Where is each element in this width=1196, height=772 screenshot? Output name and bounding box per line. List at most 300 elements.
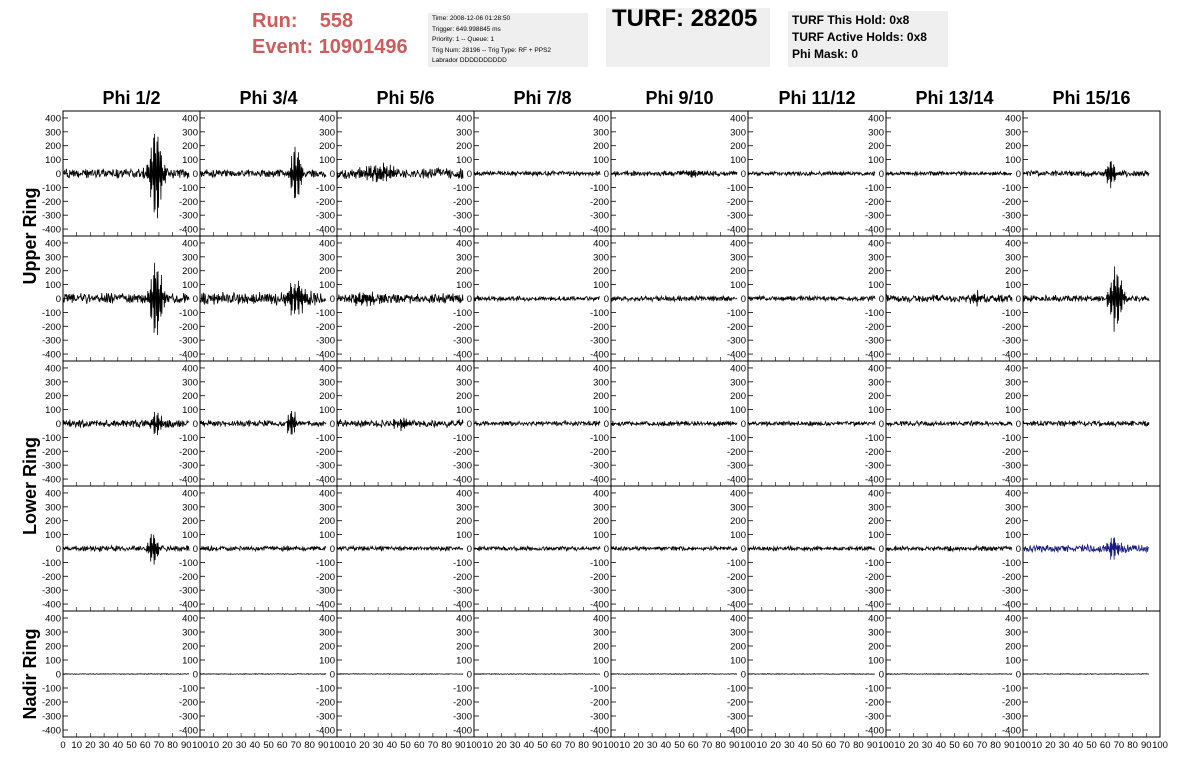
ytick-label-r3-c5: 100 [730, 530, 746, 542]
ytick-label-r2-c6: -300 [864, 460, 884, 472]
xtick-label-c4: 50 [537, 740, 548, 751]
ring-label-2: Lower Ring [20, 437, 40, 535]
ytick-label-r1-c2: 300 [319, 252, 335, 264]
ytick-label-r3-c3: 200 [456, 516, 472, 528]
ytick-label-r1-c2: 0 [329, 294, 335, 305]
ytick-label-r4-c0: 300 [45, 627, 61, 639]
xtick-label-c4: 60 [550, 740, 562, 751]
ytick-label-r2-c2: 0 [329, 419, 335, 430]
ytick-label-r2-c7: 400 [1005, 363, 1021, 375]
ytick-label-r1-c4: 0 [603, 294, 609, 305]
ytick-label-r3-c6: 300 [868, 502, 884, 514]
ytick-label-r2-c7: -400 [1001, 474, 1021, 486]
ytick-label-r4-c5: -200 [726, 697, 746, 709]
ytick-label-r0-c5: -300 [726, 210, 746, 222]
waveform-r2-c4 [611, 421, 737, 426]
ytick-label-r3-c2: 0 [329, 544, 335, 555]
ytick-label-r2-c0: -300 [41, 460, 61, 472]
ytick-label-r4-c5: 400 [730, 613, 746, 625]
xtick-label-c6: 70 [839, 740, 850, 751]
ytick-label-r3-c4: 100 [593, 530, 609, 542]
ytick-label-r2-c7: -300 [1001, 460, 1021, 472]
ytick-label-r0-c5: 0 [740, 169, 746, 180]
ytick-label-r4-c4: 200 [593, 641, 609, 653]
ytick-label-r3-c7: 0 [1015, 544, 1021, 555]
ytick-label-r1-c1: 400 [182, 238, 198, 250]
ytick-label-r3-c2: 200 [319, 516, 335, 528]
xtick-label-c3: 30 [372, 740, 384, 751]
ytick-label-r2-c1: 200 [182, 391, 198, 403]
ytick-label-r1-c0: 0 [55, 294, 61, 305]
ytick-label-r2-c3: 100 [456, 405, 472, 417]
ytick-label-r4-c1: -100 [178, 683, 198, 695]
ytick-label-r1-c3: -400 [452, 349, 472, 361]
waveform-r3-c3 [474, 546, 600, 550]
waveform-r0-c0 [63, 134, 189, 219]
ytick-label-r1-c5: -400 [726, 349, 746, 361]
ytick-label-r1-c3: -300 [452, 335, 472, 347]
turf-this-hold: TURF This Hold: 0x8 [792, 13, 910, 27]
waveform-r0-c4 [611, 170, 737, 178]
ytick-label-r2-c7: 300 [1005, 377, 1021, 389]
ytick-label-r1-c7: 0 [1015, 294, 1021, 305]
ytick-label-r4-c6: 100 [868, 655, 884, 667]
ytick-label-r0-c5: 400 [730, 113, 746, 125]
ytick-label-r3-c3: 300 [456, 502, 472, 514]
ytick-label-r0-c1: -200 [178, 196, 198, 208]
xtick-label-c1: 30 [98, 740, 110, 751]
xtick-label-c6: 80 [853, 740, 864, 751]
ytick-label-r3-c7: 100 [1005, 530, 1021, 542]
xtick-label-c6: 50 [811, 740, 823, 751]
ytick-label-r2-c1: 0 [192, 419, 198, 430]
ring-label-1: Upper Ring [20, 187, 40, 285]
ytick-label-r1-c2: -200 [315, 321, 335, 333]
ytick-label-r2-c3: 0 [466, 419, 472, 430]
ytick-label-r0-c1: -300 [178, 210, 198, 222]
ytick-label-r1-c1: -200 [178, 321, 198, 333]
ytick-label-r2-c1: 300 [182, 377, 198, 389]
xtick-label-c3: 60 [413, 740, 425, 751]
ytick-label-r1-c6: -400 [864, 349, 884, 361]
ytick-label-r3-c7: -100 [1001, 557, 1021, 569]
ytick-label-r2-c2: -100 [315, 432, 335, 444]
ytick-label-r2-c6: -400 [864, 474, 884, 486]
waveform-r1-c5 [748, 296, 875, 301]
ytick-label-r4-c0: -100 [41, 683, 61, 695]
ytick-label-r2-c6: -100 [864, 432, 884, 444]
ytick-label-r2-c5: 0 [740, 419, 746, 430]
info-time: Time: 2008-12-06 01:28:50 [432, 15, 511, 22]
ytick-label-r2-c5: -200 [726, 446, 746, 458]
ytick-label-r1-c7: -400 [1001, 349, 1021, 361]
ytick-label-r3-c4: 300 [593, 502, 609, 514]
ytick-label-r3-c1: -300 [178, 585, 198, 597]
ytick-label-r0-c6: 0 [878, 169, 884, 180]
ytick-label-r4-c2: 300 [319, 627, 335, 639]
ytick-label-r4-c3: 200 [456, 641, 472, 653]
ytick-label-r3-c5: -300 [726, 585, 746, 597]
ytick-label-r4-c4: 100 [593, 655, 609, 667]
waveform-r1-c6 [886, 290, 1012, 306]
ytick-label-r1-c4: -100 [589, 307, 609, 319]
ytick-label-r3-c2: -200 [315, 571, 335, 583]
ytick-label-r2-c6: 400 [868, 363, 884, 375]
column-header-1: Phi 1/2 [102, 88, 161, 108]
info-trigger: Trigger: 649.998845 ms [432, 25, 501, 33]
ytick-label-r4-c3: -400 [452, 725, 472, 737]
ytick-label-r4-c3: 300 [456, 627, 472, 639]
ytick-label-r0-c3: -300 [452, 210, 472, 222]
ytick-label-r3-c1: 100 [182, 530, 198, 542]
ytick-label-r2-c4: -200 [589, 446, 609, 458]
ytick-label-r1-c7: 100 [1005, 280, 1021, 292]
xtick-label-c3: 80 [441, 740, 452, 751]
ytick-label-r0-c7: 100 [1005, 155, 1021, 167]
ytick-label-r2-c5: 200 [730, 391, 746, 403]
ytick-label-r2-c0: 300 [45, 377, 61, 389]
column-header-8: Phi 15/16 [1052, 88, 1131, 108]
ytick-label-r1-c5: -200 [726, 321, 746, 333]
waveform-r0-c5 [748, 171, 875, 175]
ytick-label-r0-c4: 300 [593, 127, 609, 139]
ytick-label-r0-c5: -200 [726, 196, 746, 208]
waveform-r3-c6 [886, 546, 1012, 551]
ytick-label-r2-c5: -400 [726, 474, 746, 486]
xtick-label-c8: 90 [1141, 740, 1152, 751]
ytick-label-r1-c3: 200 [456, 266, 472, 278]
ytick-label-r1-c0: 400 [45, 238, 61, 250]
xtick-label-c7: 20 [908, 740, 919, 751]
xtick-label-c8: 10 [1031, 740, 1042, 751]
ytick-label-r3-c3: 400 [456, 488, 472, 500]
ytick-label-r3-c3: -400 [452, 599, 472, 611]
ytick-label-r2-c3: -100 [452, 432, 472, 444]
ytick-label-r2-c3: 300 [456, 377, 472, 389]
event-value: 10901496 [318, 36, 408, 58]
ytick-label-r4-c2: -400 [315, 725, 335, 737]
ytick-label-r4-c7: -300 [1001, 711, 1021, 723]
ytick-label-r0-c7: 300 [1005, 127, 1021, 139]
ytick-label-r3-c2: -300 [315, 585, 335, 597]
ytick-label-r3-c0: 100 [45, 530, 61, 542]
ytick-label-r4-c1: 300 [182, 627, 198, 639]
ytick-label-r4-c4: 0 [603, 669, 609, 681]
xtick-label-c8: 100 [1152, 740, 1168, 751]
ytick-label-r4-c4: 300 [593, 627, 609, 639]
ytick-label-r0-c3: 400 [456, 113, 472, 125]
ytick-label-r0-c4: -300 [589, 210, 609, 222]
ytick-label-r2-c5: 100 [730, 405, 746, 417]
ytick-label-r1-c3: -100 [452, 307, 472, 319]
ytick-label-r3-c7: 300 [1005, 502, 1021, 514]
ytick-label-r3-c4: -400 [589, 599, 609, 611]
ytick-label-r1-c2: -400 [315, 349, 335, 361]
ytick-label-r3-c6: -400 [864, 599, 884, 611]
xtick-label-c6: 90 [866, 740, 878, 751]
ytick-label-r3-c3: 0 [466, 544, 472, 555]
ytick-label-r1-c7: 200 [1005, 266, 1021, 278]
ytick-label-r0-c6: 400 [868, 113, 884, 125]
ytick-label-r2-c4: 200 [593, 391, 609, 403]
xtick-label-c7: 30 [921, 740, 933, 751]
ytick-label-r0-c7: 400 [1005, 113, 1021, 125]
ytick-label-r4-c6: 300 [868, 627, 884, 639]
ytick-label-r1-c1: -400 [178, 349, 198, 361]
ytick-label-r4-c3: -300 [452, 711, 472, 723]
xtick-label-c5: 100 [740, 740, 756, 751]
info-labrador: Labrador DDDDDDDDDD [432, 57, 507, 64]
ytick-label-r2-c7: 100 [1005, 405, 1021, 417]
waveform-r1-c0 [63, 263, 189, 335]
xtick-label-c6: 60 [825, 740, 837, 751]
ytick-label-r1-c5: 200 [730, 266, 746, 278]
ytick-label-r4-c1: 0 [192, 669, 198, 681]
ytick-label-r2-c0: -100 [41, 432, 61, 444]
ytick-label-r0-c1: 0 [192, 169, 198, 180]
ytick-label-r0-c1: 400 [182, 113, 198, 125]
xtick-label-c5: 60 [687, 740, 699, 751]
ytick-label-r0-c2: 0 [329, 169, 335, 180]
ytick-label-r3-c1: 300 [182, 502, 198, 514]
waveform-r4-c1 [200, 674, 326, 675]
ytick-label-r3-c6: 100 [868, 530, 884, 542]
waveform-r2-c5 [748, 421, 875, 426]
ytick-label-r3-c0: -200 [41, 571, 61, 583]
ytick-label-r3-c4: 200 [593, 516, 609, 528]
waveform-r2-c7 [1023, 421, 1149, 427]
column-header-6: Phi 11/12 [778, 88, 856, 108]
ytick-label-r3-c6: 400 [868, 488, 884, 500]
ytick-label-r0-c2: 100 [319, 155, 335, 167]
ytick-label-r1-c1: -300 [178, 335, 198, 347]
ytick-label-r3-c1: -100 [178, 557, 198, 569]
ytick-label-r0-c4: -200 [589, 196, 609, 208]
run-label: Run: [252, 10, 298, 32]
xtick-label-c8: 60 [1099, 740, 1111, 751]
ytick-label-r3-c5: 0 [740, 544, 746, 555]
xtick-label-c2: 50 [263, 740, 274, 751]
ytick-label-r1-c7: -200 [1001, 321, 1021, 333]
ytick-label-r3-c5: 200 [730, 516, 746, 528]
ytick-label-r3-c1: -200 [178, 571, 198, 583]
xtick-label-c5: 80 [715, 740, 726, 751]
ytick-label-r2-c0: 100 [45, 405, 61, 417]
ytick-label-r0-c2: -400 [315, 224, 335, 236]
waveform-r1-c2 [337, 292, 463, 307]
ytick-label-r3-c2: 300 [319, 502, 335, 514]
ytick-label-r2-c3: -300 [452, 460, 472, 472]
xtick-label-c2: 20 [222, 740, 233, 751]
ytick-label-r4-c5: 200 [730, 641, 746, 653]
ytick-label-r3-c5: 400 [730, 488, 746, 500]
ytick-label-r3-c7: -300 [1001, 585, 1021, 597]
ytick-label-r4-c0: -200 [41, 697, 61, 709]
ytick-label-r0-c5: 100 [730, 155, 746, 167]
ytick-label-r1-c7: 300 [1005, 252, 1021, 264]
ytick-label-r0-c0: -100 [41, 182, 61, 194]
ytick-label-r4-c5: 300 [730, 627, 746, 639]
ytick-label-r4-c2: 100 [319, 655, 335, 667]
ytick-label-r1-c6: 400 [868, 238, 884, 250]
ytick-label-r0-c2: 200 [319, 141, 335, 153]
waveform-r3-c7 [1023, 537, 1149, 559]
ytick-label-r1-c0: 100 [45, 280, 61, 292]
ytick-label-r2-c5: -300 [726, 460, 746, 472]
xtick-label-c7: 70 [976, 740, 988, 751]
ytick-label-r2-c7: 200 [1005, 391, 1021, 403]
ytick-label-r1-c6: -300 [864, 335, 884, 347]
ytick-label-r1-c5: 400 [730, 238, 746, 250]
xtick-label-c1: 20 [85, 740, 96, 751]
ytick-label-r0-c1: 300 [182, 127, 198, 139]
xtick-label-c8: 30 [1058, 740, 1070, 751]
waveform-r1-c1 [200, 281, 326, 316]
ytick-label-r0-c0: -300 [41, 210, 61, 222]
ytick-label-r2-c7: -100 [1001, 432, 1021, 444]
ytick-label-r4-c0: 400 [45, 613, 61, 625]
ytick-label-r4-c7: 0 [1015, 669, 1021, 681]
waveform-r0-c1 [200, 147, 326, 199]
ytick-label-r1-c1: 100 [182, 280, 198, 292]
ytick-label-r3-c0: -300 [41, 585, 61, 597]
ytick-label-r4-c6: -400 [864, 725, 884, 737]
ytick-label-r4-c3: 100 [456, 655, 472, 667]
ytick-label-r1-c5: -300 [726, 335, 746, 347]
xtick-label-c1: 0 [60, 740, 66, 751]
ytick-label-r1-c3: 100 [456, 280, 472, 292]
xtick-label-c5: 90 [729, 740, 740, 751]
event-label: Event: [252, 36, 314, 58]
ytick-label-r2-c5: -100 [726, 432, 746, 444]
ytick-label-r3-c6: -100 [864, 557, 884, 569]
ytick-label-r0-c5: -400 [726, 224, 746, 236]
waveform-r4-c3 [474, 674, 600, 675]
xtick-label-c2: 100 [329, 740, 345, 751]
xtick-label-c1: 10 [71, 740, 82, 751]
xtick-label-c4: 30 [509, 740, 521, 751]
xtick-label-c7: 50 [949, 740, 960, 751]
ytick-label-r4-c1: -300 [178, 711, 198, 723]
ytick-label-r1-c0: 200 [45, 266, 61, 278]
xtick-label-c8: 70 [1113, 740, 1125, 751]
ytick-label-r4-c1: 100 [182, 655, 198, 667]
ytick-label-r1-c4: 300 [593, 252, 609, 264]
ytick-label-r3-c5: -100 [726, 557, 746, 569]
ytick-label-r2-c4: -300 [589, 460, 609, 472]
ytick-label-r0-c2: -200 [315, 196, 335, 208]
ytick-label-r0-c2: 300 [319, 127, 335, 139]
ytick-label-r3-c3: -100 [452, 557, 472, 569]
ytick-label-r4-c2: -300 [315, 711, 335, 723]
ytick-label-r4-c5: 0 [740, 669, 746, 681]
ytick-label-r4-c0: 200 [45, 641, 61, 653]
ytick-label-r4-c5: 100 [730, 655, 746, 667]
ytick-label-r2-c2: 100 [319, 405, 335, 417]
xtick-label-c4: 90 [592, 740, 603, 751]
xtick-label-c4: 20 [496, 740, 507, 751]
ytick-label-r4-c3: -200 [452, 697, 472, 709]
ytick-label-r3-c1: 400 [182, 488, 198, 500]
ytick-label-r2-c3: 400 [456, 363, 472, 375]
ytick-label-r0-c6: 300 [868, 127, 884, 139]
xtick-label-c5: 20 [633, 740, 644, 751]
ytick-label-r4-c6: 200 [868, 641, 884, 653]
ytick-label-r0-c7: -200 [1001, 196, 1021, 208]
ytick-label-r1-c0: -300 [41, 335, 61, 347]
ytick-label-r1-c6: -100 [864, 307, 884, 319]
ytick-label-r4-c3: -100 [452, 683, 472, 695]
ytick-label-r0-c2: -100 [315, 182, 335, 194]
ytick-label-r2-c3: -400 [452, 474, 472, 486]
ytick-label-r0-c0: -200 [41, 196, 61, 208]
xtick-label-c5: 50 [674, 740, 685, 751]
ytick-label-r2-c4: 300 [593, 377, 609, 389]
ytick-label-r3-c2: 100 [319, 530, 335, 542]
ytick-label-r0-c2: -300 [315, 210, 335, 222]
column-header-5: Phi 9/10 [645, 88, 714, 108]
ytick-label-r4-c5: -400 [726, 725, 746, 737]
turf-label: TURF: 28205 [612, 5, 758, 32]
ytick-label-r0-c6: 200 [868, 141, 884, 153]
ytick-label-r0-c5: 300 [730, 127, 746, 139]
ytick-label-r2-c5: 400 [730, 363, 746, 375]
ytick-label-r0-c5: -100 [726, 182, 746, 194]
ytick-label-r4-c6: -200 [864, 697, 884, 709]
waveform-r3-c0 [63, 534, 189, 565]
xtick-label-c4: 40 [523, 740, 535, 751]
xtick-label-c3: 10 [345, 740, 356, 751]
ytick-label-r0-c0: 0 [55, 169, 61, 180]
info-priority: Priority: 1 -- Queue: 1 [432, 36, 495, 43]
ytick-label-r3-c4: 400 [593, 488, 609, 500]
waveform-r4-c6 [886, 674, 1012, 675]
xtick-label-c5: 70 [701, 740, 713, 751]
ytick-label-r2-c0: 0 [55, 419, 61, 430]
waveform-r0-c7 [1023, 161, 1149, 188]
ytick-label-r4-c6: 0 [878, 669, 884, 681]
waveform-r1-c4 [611, 296, 737, 302]
ytick-label-r0-c7: -300 [1001, 210, 1021, 222]
ytick-label-r0-c4: 100 [593, 155, 609, 167]
xtick-label-c1: 50 [126, 740, 137, 751]
ytick-label-r0-c1: -100 [178, 182, 198, 194]
ytick-label-r4-c7: 400 [1005, 613, 1021, 625]
xtick-label-c4: 10 [482, 740, 493, 751]
ytick-label-r0-c1: -400 [178, 224, 198, 236]
ytick-label-r0-c6: -200 [864, 196, 884, 208]
ytick-label-r1-c0: -400 [41, 349, 61, 361]
ytick-label-r4-c7: 100 [1005, 655, 1021, 667]
waveform-r4-c5 [748, 674, 875, 675]
ytick-label-r3-c0: 0 [55, 544, 61, 555]
ytick-label-r1-c5: 100 [730, 280, 746, 292]
ytick-label-r3-c3: -200 [452, 571, 472, 583]
ytick-label-r1-c3: -200 [452, 321, 472, 333]
ytick-label-r2-c7: -200 [1001, 446, 1021, 458]
ytick-label-r0-c7: 0 [1015, 169, 1021, 180]
ytick-label-r3-c6: 0 [878, 544, 884, 555]
ytick-label-r0-c4: -100 [589, 182, 609, 194]
waveform-r1-c7 [1023, 266, 1149, 331]
xtick-label-c6: 30 [784, 740, 795, 751]
waveform-r3-c1 [200, 546, 326, 551]
waveform-r4-c7 [1023, 674, 1149, 675]
ytick-label-r4-c7: -100 [1001, 683, 1021, 695]
ytick-label-r1-c3: 0 [466, 294, 472, 305]
xtick-label-c7: 60 [962, 740, 974, 751]
ytick-label-r1-c7: -300 [1001, 335, 1021, 347]
